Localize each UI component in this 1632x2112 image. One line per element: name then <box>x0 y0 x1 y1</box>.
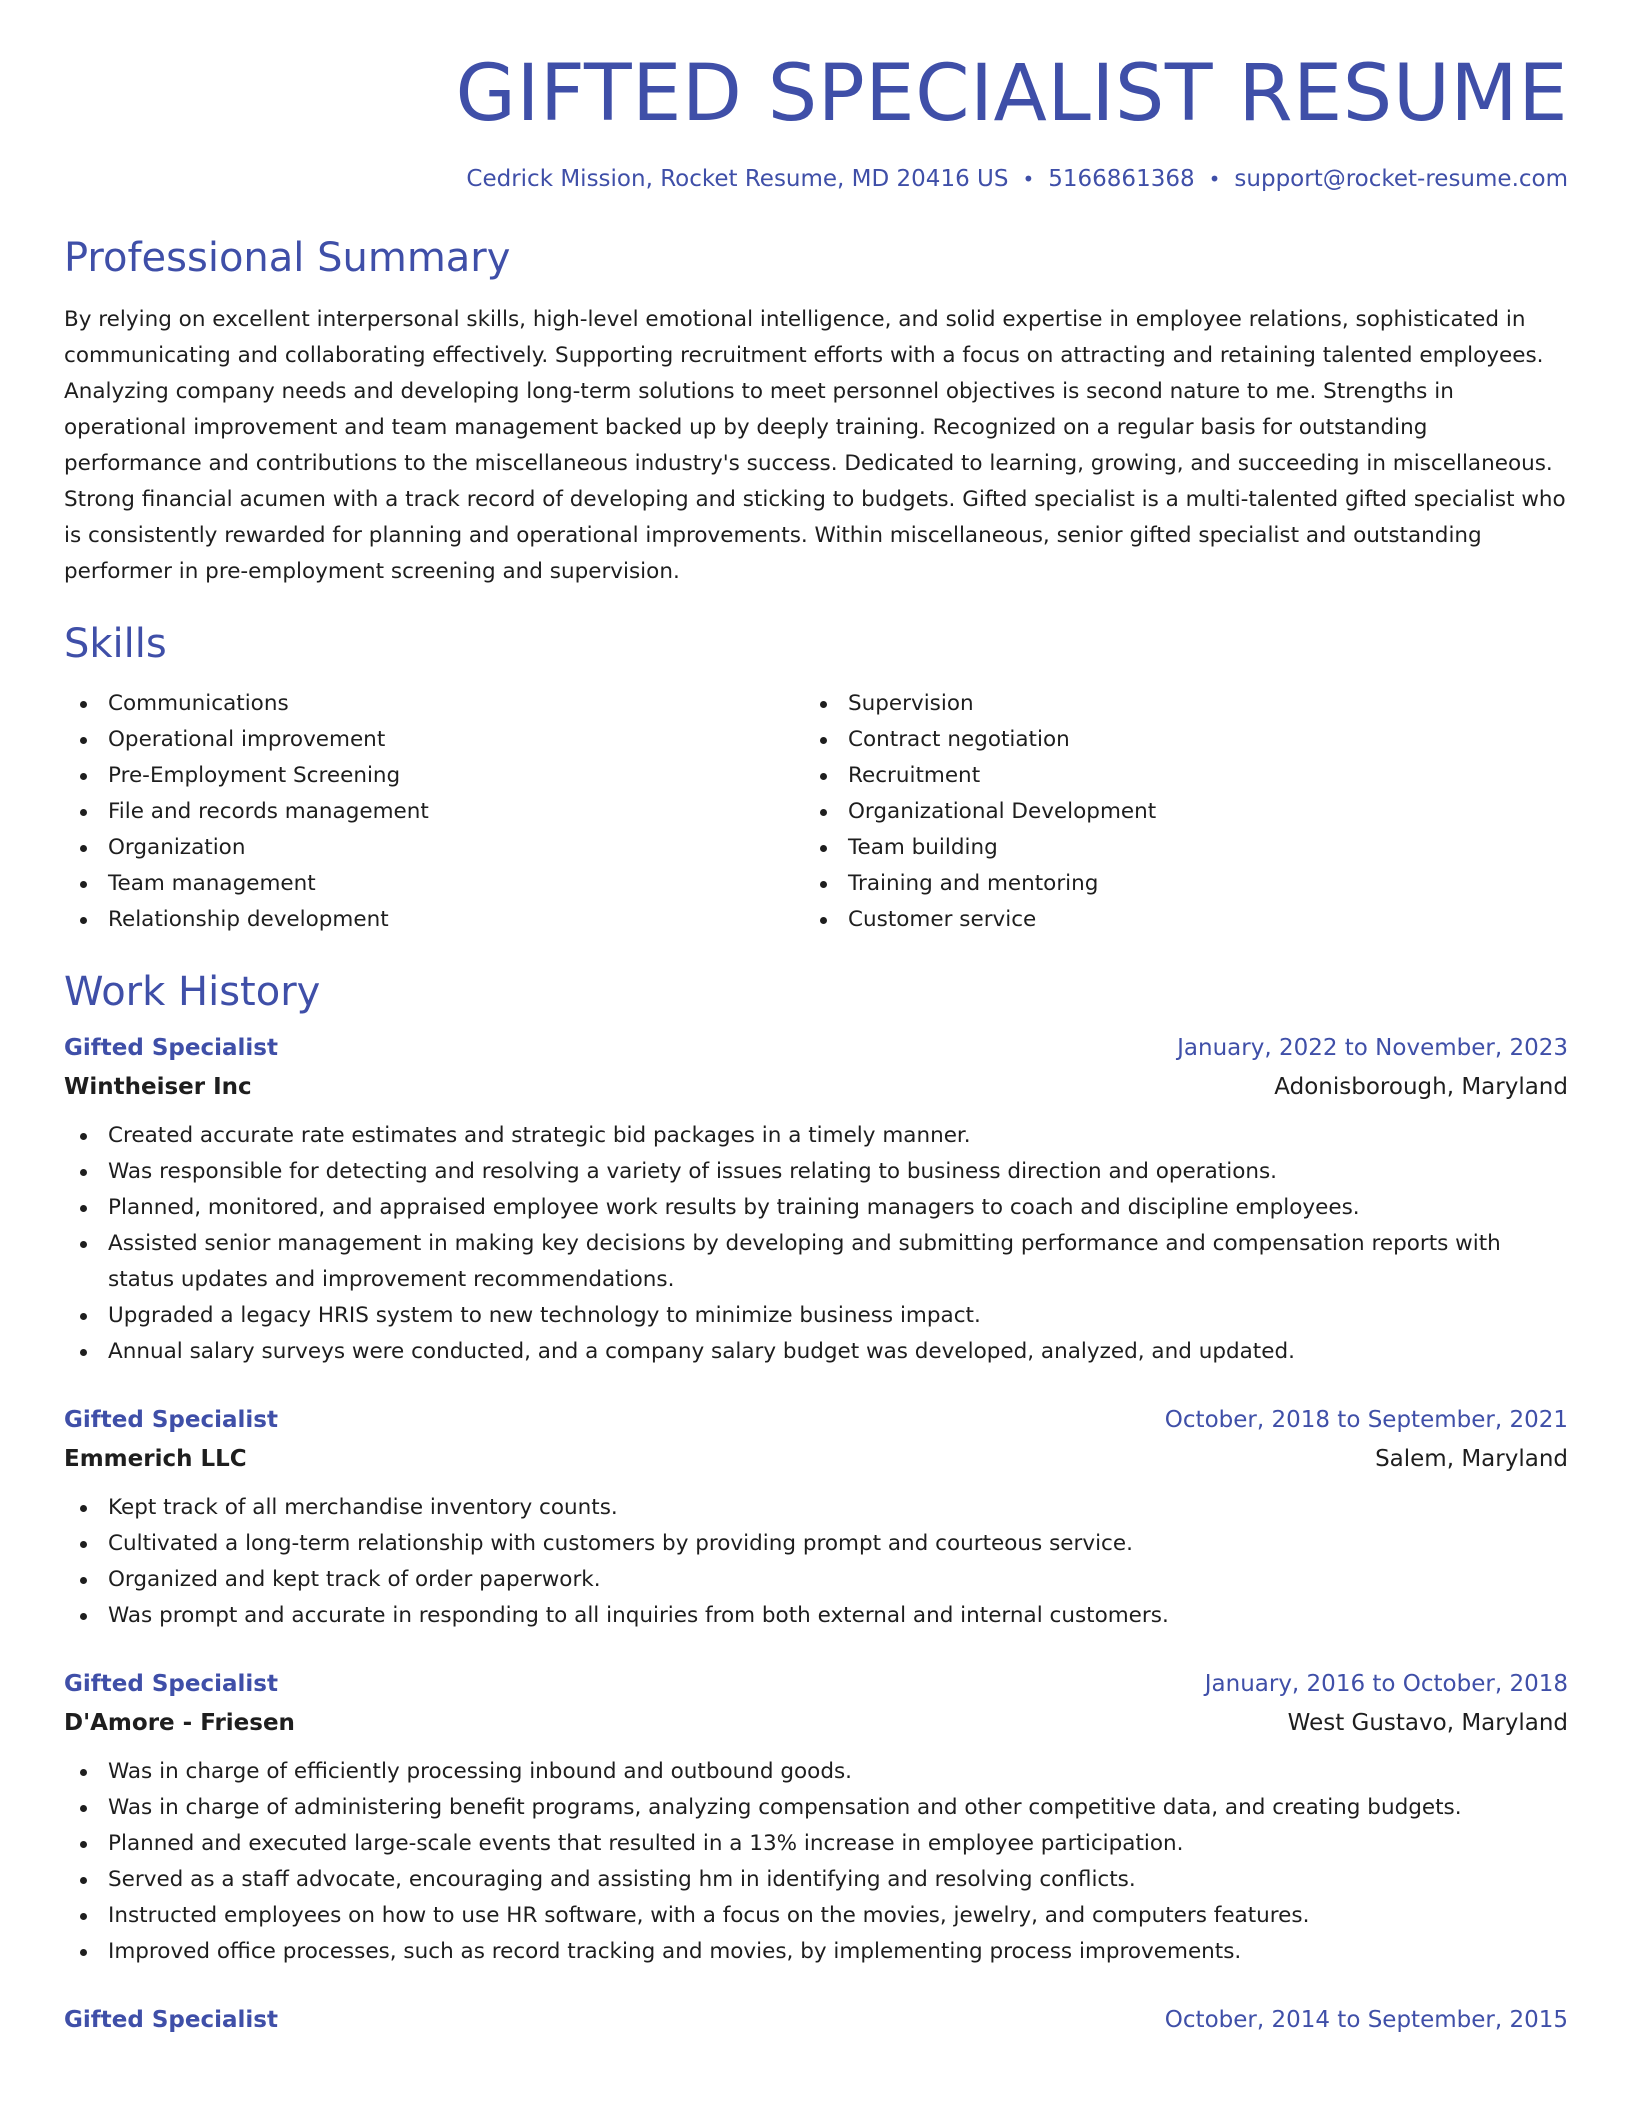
job-company: Wintheiser Inc <box>64 1073 252 1100</box>
job-company: Emmerich LLC <box>64 1445 247 1472</box>
job-bullet: Served as a staff advocate, encouraging and assisting hm in identifying and resolving conflicts. <box>64 1862 1568 1898</box>
skills-heading: Skills <box>64 620 167 667</box>
job-bullet: Upgraded a legacy HRIS system to new technology to minimize business impact. <box>64 1298 1568 1334</box>
skill-item: Recruitment <box>804 758 1568 794</box>
job-company-row <box>64 1440 1568 1478</box>
summary-text: By relying on excellent interpersonal skills, high-level emotional intelligence, and solid expertise in employee relations, sophisticated in communicating and collaborating effectively. Supporting recruitment efforts with a focus on attracting and retaining talented employees. Analyzing company needs and developing long-term solutions to meet personnel objectives is second nature to me. Strengths in operational improvement and team management backed up by deeply training. Recognized on a regular basis for outstanding performance and contributions to the miscellaneous industry's success. Dedicated to learning, growing, and succeeding in miscellaneous. Strong financial acumen with a track record of developing and sticking to budgets. Gifted specialist is a multi-talented gifted specialist who is consistently rewarded for planning and operational improvements. Within miscellaneous, senior gifted specialist and outstanding performer in pre-employment screening and supervision. <box>64 306 1566 584</box>
job-bullets <box>64 1490 1568 1634</box>
job-title: Gifted Specialist <box>64 1670 278 1697</box>
job-bullets <box>64 1118 1568 1370</box>
job-bullet: Assisted senior management in making key decisions by developing and submitting performance and compensation reports with status updates and improvement recommendations. <box>64 1226 1568 1298</box>
job-bullet: Kept track of all merchandise inventory counts. <box>64 1490 1568 1526</box>
job-bullet: Was responsible for detecting and resolving a variety of issues relating to business direction and operations. <box>64 1154 1568 1190</box>
job-bullets <box>64 1754 1568 1970</box>
job-bullet: Organized and kept track of order paperwork. <box>64 1562 1568 1598</box>
job-bullet: Annual salary surveys were conducted, and a company salary budget was developed, analyzed, and updated. <box>64 1334 1568 1370</box>
job-entry <box>64 1028 1568 1370</box>
job-company-row <box>64 1068 1568 1106</box>
skills-list-right <box>804 686 1568 938</box>
job-entry <box>64 1400 1568 1634</box>
job-header-row <box>64 1028 1568 1068</box>
skill-item: Supervision <box>804 686 1568 722</box>
job-bullet: Was prompt and accurate in responding to all inquiries from both external and internal customers. <box>64 1598 1568 1634</box>
job-bullet: Created accurate rate estimates and strategic bid packages in a timely manner. <box>64 1118 1568 1154</box>
job-bullet: Improved office processes, such as record tracking and movies, by implementing process improvements. <box>64 1934 1568 1970</box>
summary-heading: Professional Summary <box>64 234 511 281</box>
job-title: Gifted Specialist <box>64 1406 278 1433</box>
job-bullet: Cultivated a long-term relationship with customers by providing prompt and courteous service. <box>64 1526 1568 1562</box>
skill-item: Contract negotiation <box>804 722 1568 758</box>
contact-email: support@rocket-resume.com <box>1234 165 1568 192</box>
skill-item: Team management <box>64 866 804 902</box>
skills-grid <box>64 686 1568 938</box>
job-bullet: Was in charge of administering benefit programs, analyzing compensation and other competitive data, and creating budgets. <box>64 1790 1568 1826</box>
job-location: West Gustavo, Maryland <box>1287 1709 1568 1736</box>
skill-item: Customer service <box>804 902 1568 938</box>
job-bullet: Planned and executed large-scale events that resulted in a 13% increase in employee participation. <box>64 1826 1568 1862</box>
skill-item: Training and mentoring <box>804 866 1568 902</box>
contact-phone: 5166861368 <box>1048 165 1195 192</box>
job-dates: January, 2022 to November, 2023 <box>1177 1034 1568 1061</box>
job-entry <box>64 2000 1568 2040</box>
job-bullet: Instructed employees on how to use HR software, with a focus on the movies, jewelry, and computers features. <box>64 1898 1568 1934</box>
skill-item: Communications <box>64 686 804 722</box>
job-company-row <box>64 1704 1568 1742</box>
job-dates: October, 2018 to September, 2021 <box>1164 1406 1568 1433</box>
skill-item: Team building <box>804 830 1568 866</box>
job-header-row <box>64 1664 1568 1704</box>
job-entry <box>64 1664 1568 1970</box>
job-company: D'Amore - Friesen <box>64 1709 295 1736</box>
skill-item: Operational improvement <box>64 722 804 758</box>
job-location: Salem, Maryland <box>1375 1445 1568 1472</box>
skill-item: Organization <box>64 830 804 866</box>
job-header-row <box>64 1400 1568 1440</box>
contact-line <box>64 166 1568 192</box>
resume-header <box>64 0 1568 192</box>
job-location: Adonisborough, Maryland <box>1274 1073 1568 1100</box>
skill-item: Organizational Development <box>804 794 1568 830</box>
job-bullet: Planned, monitored, and appraised employee work results by training managers to coach and discipline employees. <box>64 1190 1568 1226</box>
job-title: Gifted Specialist <box>64 2006 278 2033</box>
job-header-row <box>64 2000 1568 2040</box>
work-history-heading: Work History <box>64 968 321 1015</box>
contact-separator: • <box>1208 166 1221 191</box>
job-dates: January, 2016 to October, 2018 <box>1204 1670 1568 1697</box>
job-title: Gifted Specialist <box>64 1034 278 1061</box>
job-dates: October, 2014 to September, 2015 <box>1164 2006 1568 2033</box>
skill-item: Pre-Employment Screening <box>64 758 804 794</box>
resume-name: GIFTED SPECIALIST RESUME <box>455 49 1568 139</box>
skill-item: File and records management <box>64 794 804 830</box>
contact-separator: • <box>1022 166 1035 191</box>
contact-address: Cedrick Mission, Rocket Resume, MD 20416 US <box>466 165 1009 192</box>
job-bullet: Was in charge of efficiently processing inbound and outbound goods. <box>64 1754 1568 1790</box>
skills-list-left <box>64 686 804 938</box>
skill-item: Relationship development <box>64 902 804 938</box>
